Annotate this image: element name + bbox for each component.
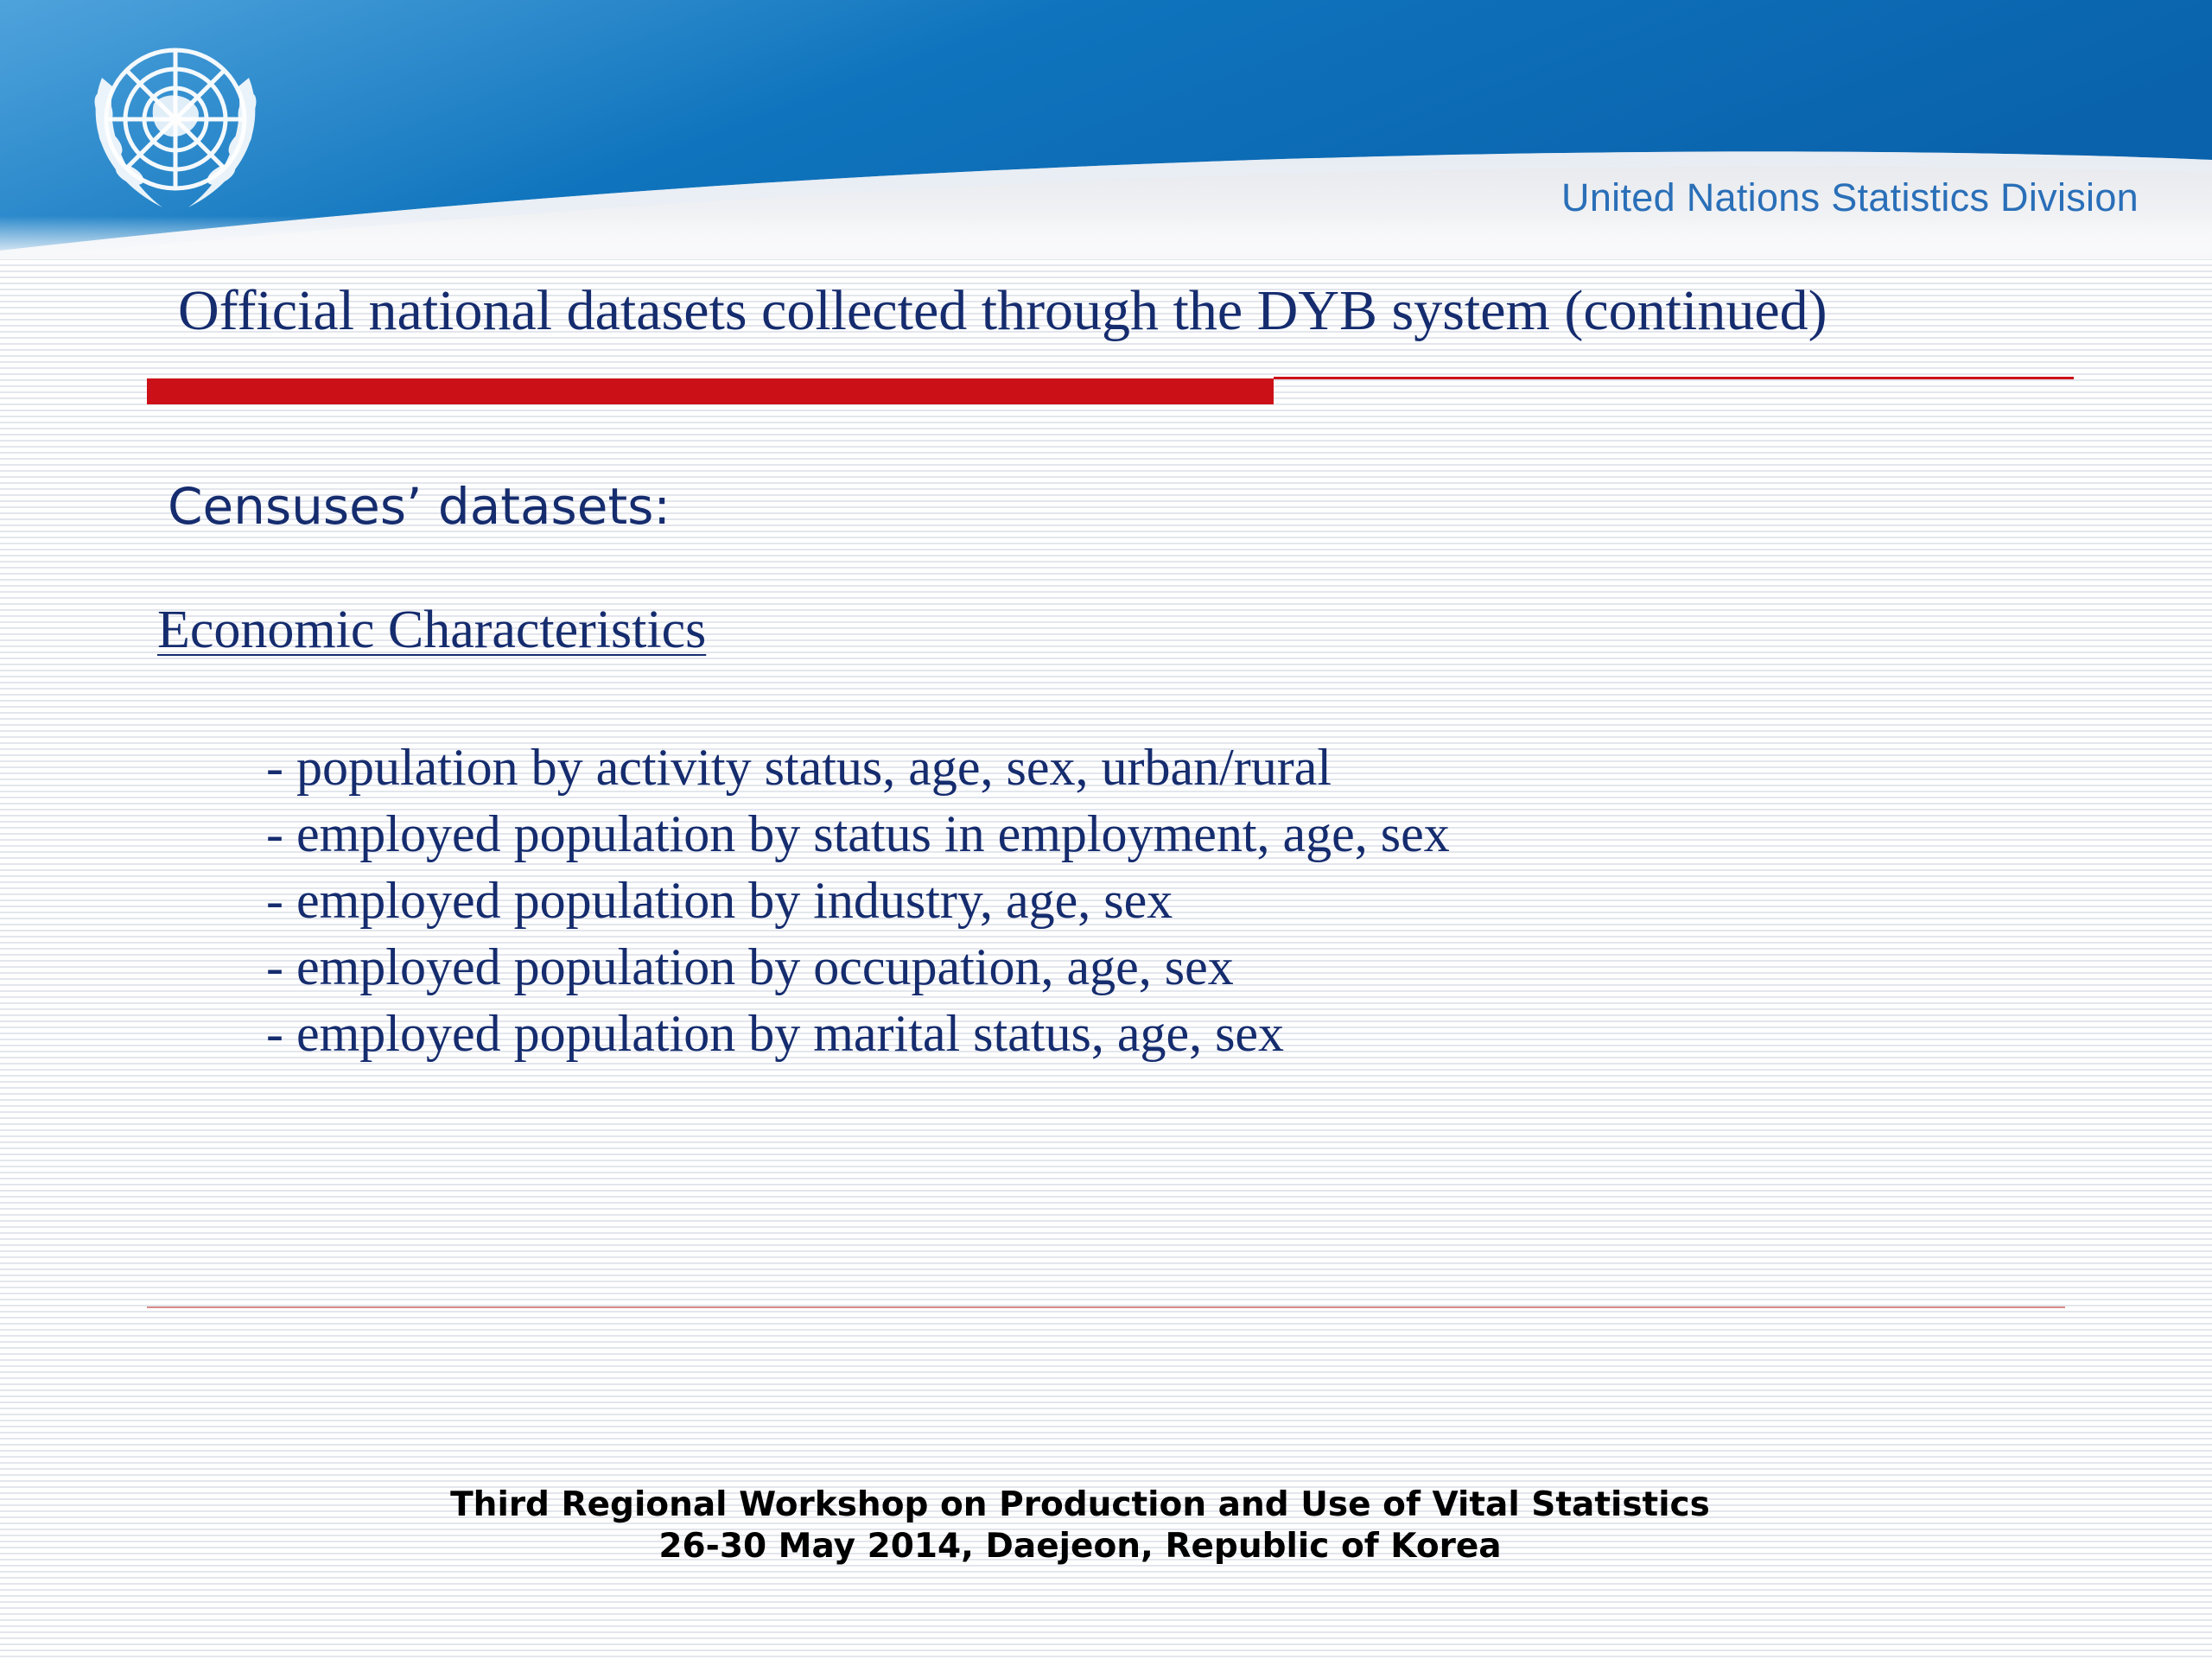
title-rule-thick [147, 378, 1274, 404]
division-label: United Nations Statistics Division [1561, 175, 2139, 219]
footer [0, 1484, 2160, 1567]
un-emblem-icon [67, 26, 283, 225]
title-rule-thin [1274, 377, 2074, 379]
dataset-list [266, 734, 1450, 1067]
list-item: - employed population by occupation, age, sex [266, 938, 1234, 995]
footer-line-date: 26-30 May 2014, Daejeon, Republic of Korea [658, 1527, 1502, 1566]
list-item: - employed population by marital status, age, sex [266, 1005, 1285, 1062]
section-heading: Censuses’ datasets: [168, 477, 671, 536]
slide-title: Official national datasets collected through the DYB system (continued) [178, 279, 1827, 342]
list-item: - population by activity status, age, sex, urban/rural [266, 739, 1332, 796]
footer-line-workshop: Third Regional Workshop on Production and Use of Vital Statistics [450, 1485, 1710, 1524]
list-item: - employed population by industry, age, sex [266, 872, 1173, 929]
header-banner [0, 0, 2212, 259]
banner-graphic [0, 0, 2212, 259]
list-item: - employed population by status in employment, age, sex [266, 805, 1450, 862]
subsection-heading: Economic Characteristics [157, 601, 707, 659]
bottom-divider [147, 1306, 2065, 1308]
